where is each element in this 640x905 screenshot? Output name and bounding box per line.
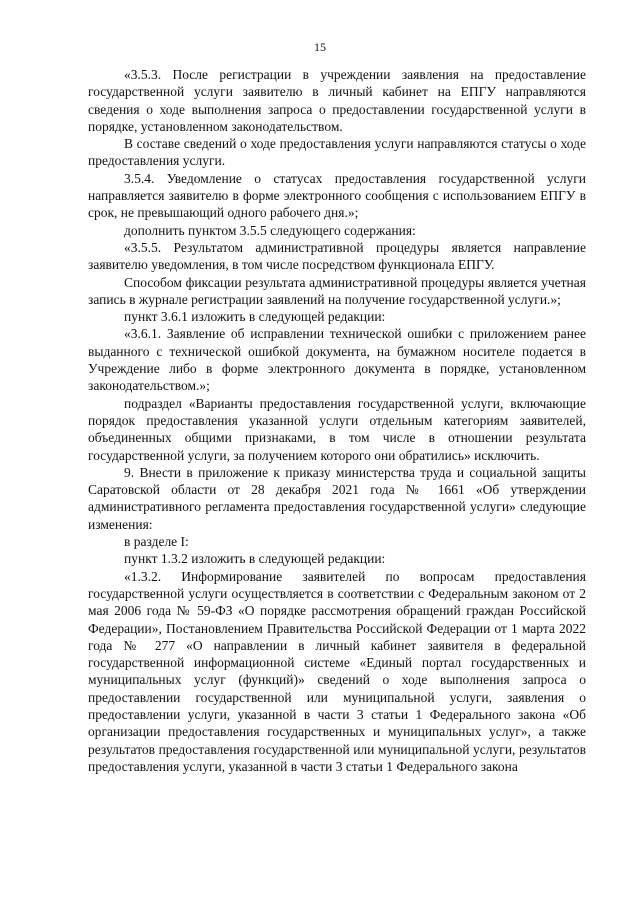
- document-body: [88, 66, 586, 775]
- page-number: 15: [314, 40, 326, 54]
- paragraph-1-3-2: «1.3.2. Информирование заявителей по вопросам предоставления государственной услуги осуществляется в соответствии с Федеральным законом от 2 мая 2006 года № 59-ФЗ «О порядке рассмотрения обращений граждан Российской Федерации», Постановлением Правительства Российской Федерации от 1 марта 2022 года № 277 «О направлении в личный кабинет заявителя в федеральной государственной информационной системе «Единый портал государственных и муниципальных услуг (функций)» сведений о ходе выполнения запроса о предоставлении государственной или муниципальной услуги, заявления о предоставлении услуги, указанной в части 3 статьи 1 Федерального закона «Об организации предоставления государственных и муниципальных услуг», а также результатов предоставления государственной или муниципальной услуги, результатов предоставления услуги, указанной в части 3 статьи 1 Федерального закона: [88, 568, 586, 774]
- paragraph-3-6-1: «3.6.1. Заявление об исправлении технической ошибки с приложением ранее выданного с технической ошибкой документа, на бумажном носителе подается в Учреждение либо в форме электронного документа в порядке, установленном законодательством.»;: [88, 326, 586, 394]
- paragraph-status-composition: В составе сведений о ходе предоставления услуги направляются статусы о ходе предоставления услуги.: [88, 136, 586, 169]
- paragraph-3-6-1-intro: пункт 3.6.1 изложить в следующей редакции:: [124, 309, 386, 325]
- paragraph-section-i: в разделе I:: [124, 534, 189, 550]
- paragraph-1-3-2-intro: пункт 1.3.2 изложить в следующей редакции:: [124, 551, 386, 567]
- paragraph-subsection-removal: подраздел «Варианты предоставления государственной услуги, включающие порядок предоставления указанной услуги отдельным категориям заявителей, объединенных общими признаками, в том числе в отношении результата государственной услуги, за получением которого они обратились» исключить.: [88, 395, 586, 463]
- paragraph-fixation-method: Способом фиксации результата административной процедуры является учетная запись в журнале регистрации заявлений на получение государственной услуги.»;: [88, 274, 586, 307]
- paragraph-3-5-5: «3.5.5. Результатом административной процедуры является направление заявителю уведомления, в том числе посредством функционала ЕПГУ.: [88, 239, 586, 273]
- paragraph-add-3-5-5: дополнить пунктом 3.5.5 следующего содержания:: [124, 222, 416, 238]
- paragraph-3-5-4: 3.5.4. Уведомление о статусах предоставления государственной услуги направляется заявителю в форме электронного сообщения с использованием ЕПГУ в срок, не превышающий одного рабочего дня.»;: [88, 170, 586, 221]
- paragraph-item-9: 9. Внести в приложение к приказу министерства труда и социальной защиты Саратовской области от 28 декабря 2021 года № 1661 «Об утверждении административного регламента предоставления государственной услуги» следующие изменения:: [88, 464, 586, 532]
- paragraph-3-5-3: «3.5.3. После регистрации в учреждении заявления на предоставление государственной услуги заявителю в личный кабинет на ЕПГУ направляются сведения о ходе выполнения запроса о предоставлении государственной услуги в порядке, установленном законодательством.: [88, 67, 586, 134]
